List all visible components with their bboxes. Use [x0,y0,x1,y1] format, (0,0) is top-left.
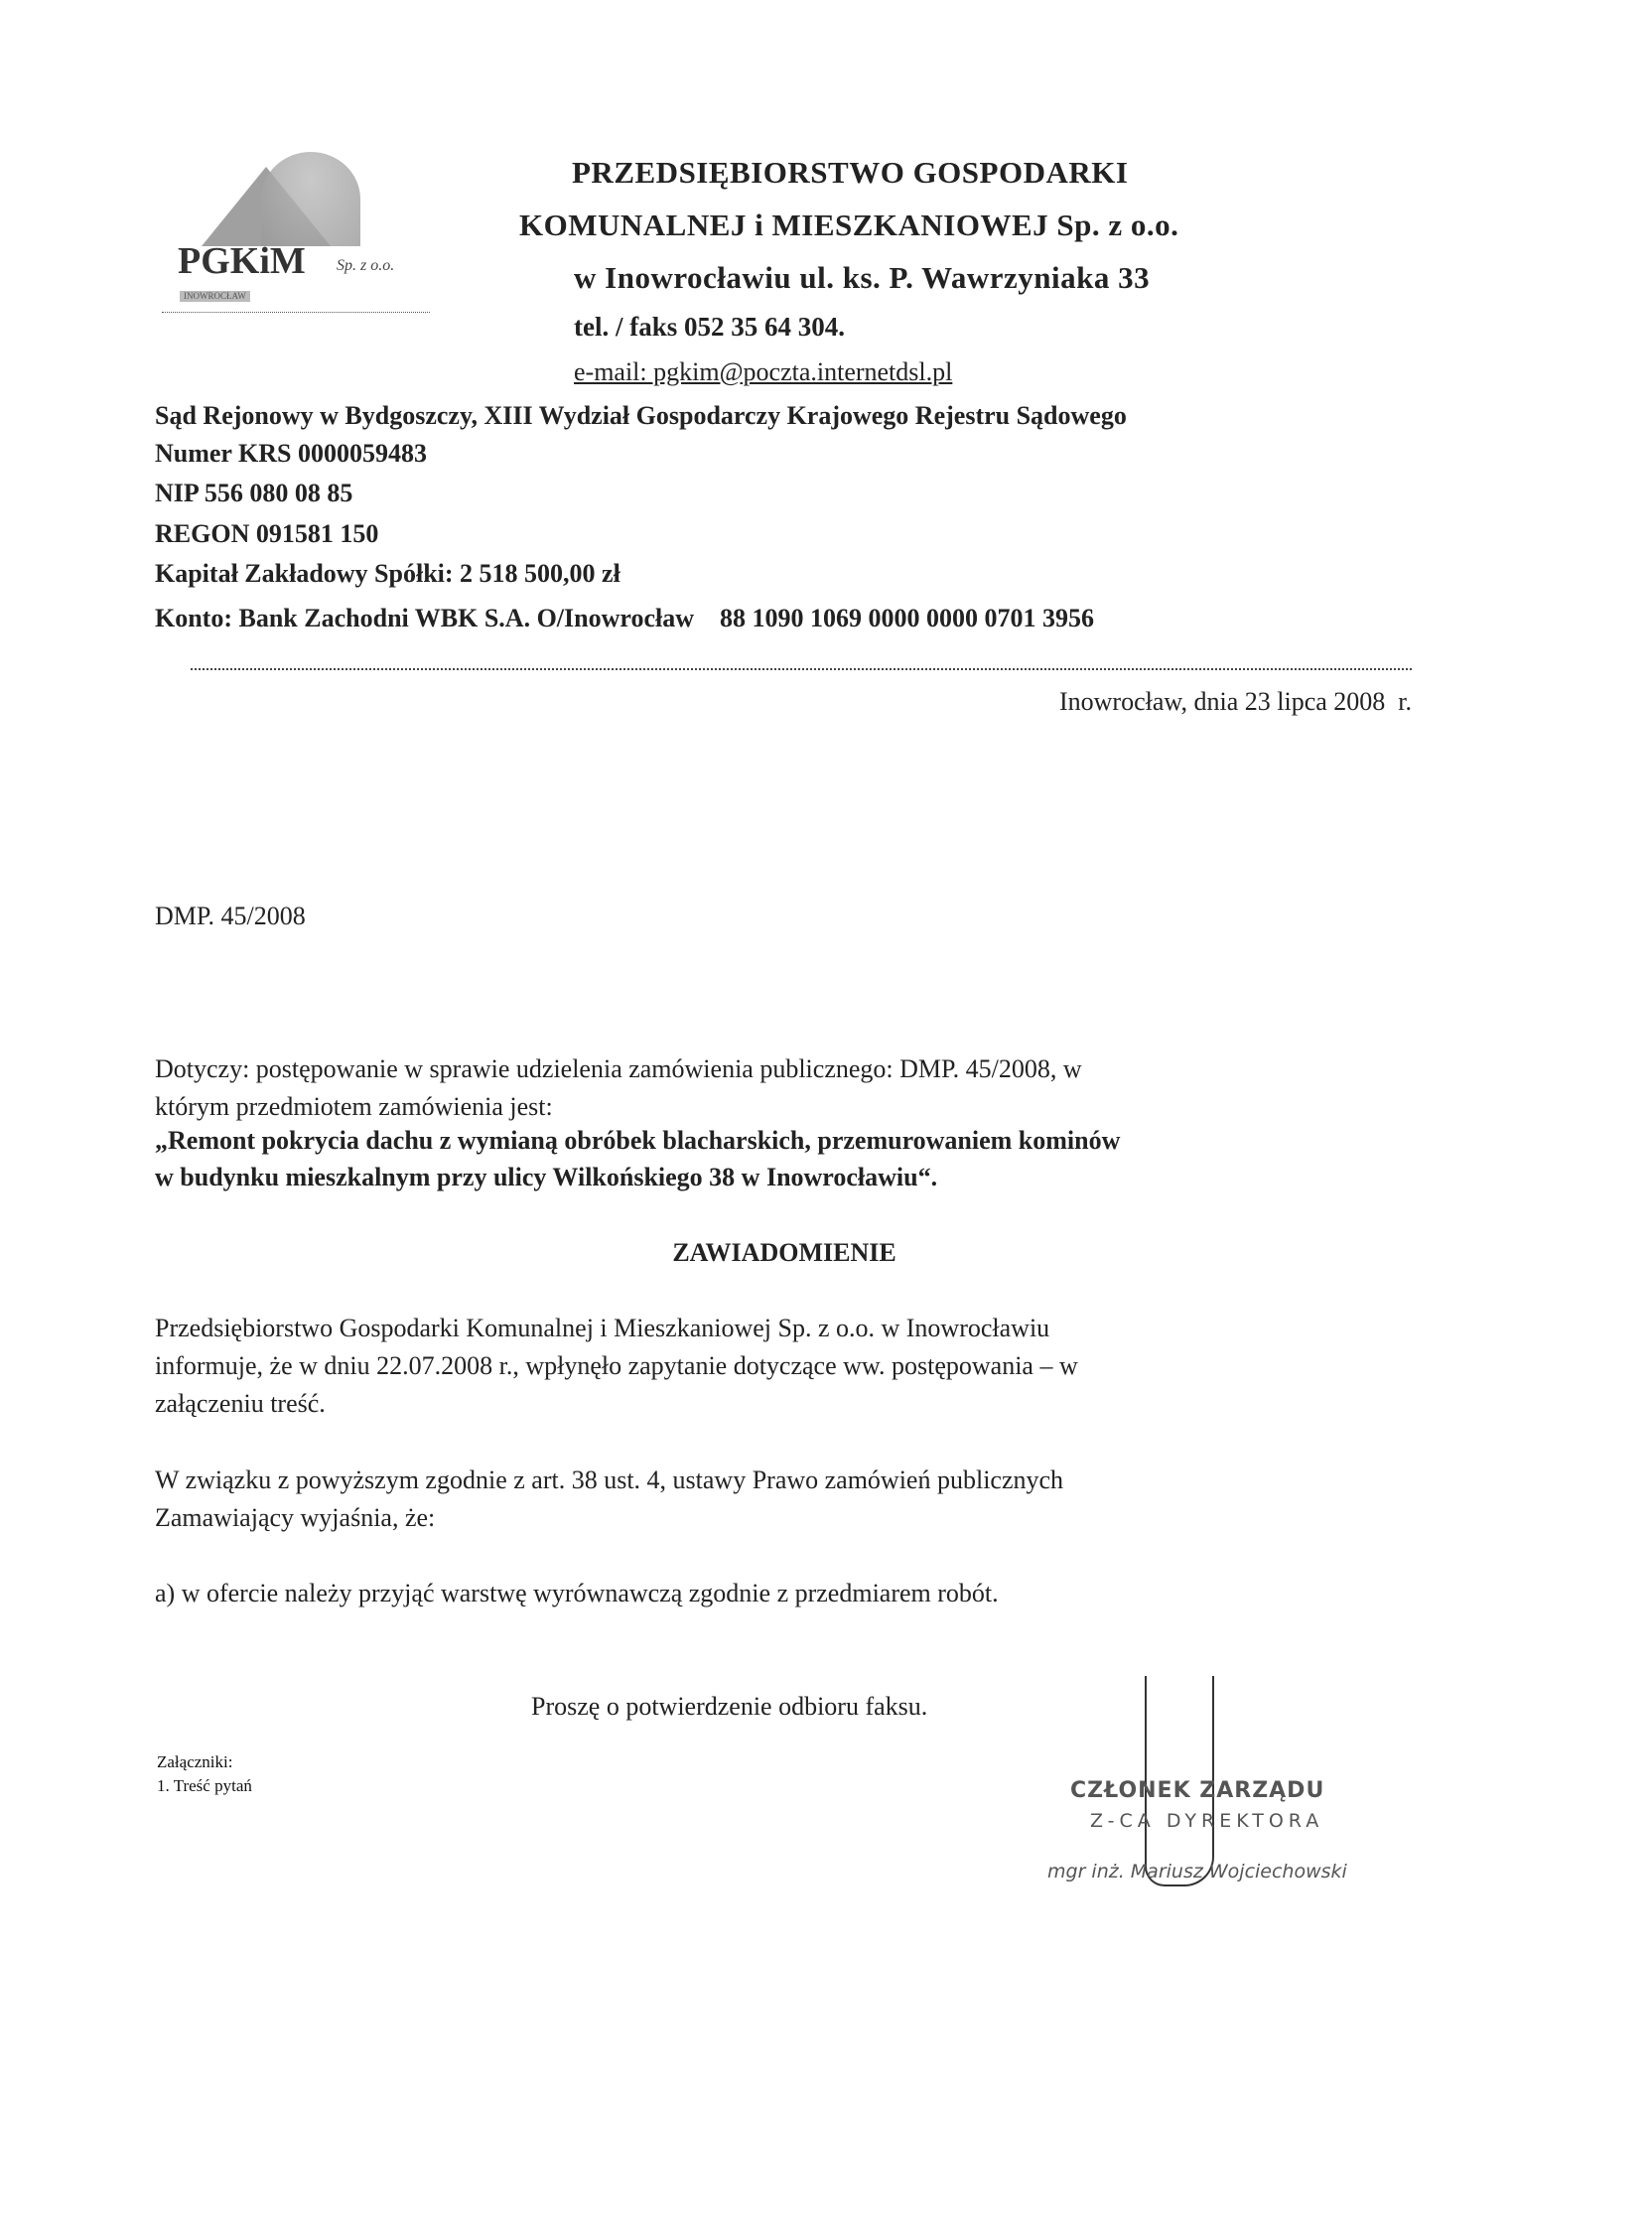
registry-regon: REGON 091581 150 [155,519,379,548]
document-date: Inowrocław, dnia 23 lipca 2008 r. [1059,687,1412,716]
company-address: w Inowrocławiu ul. ks. P. Wawrzyniaka 33 [574,260,1151,295]
registry-court: Sąd Rejonowy w Bydgoszczy, XIII Wydział Gospodarczy Krajowego Rejestru Sądowego [155,401,1127,430]
company-name-line1: PRZEDSIĘBIORSTWO GOSPODARKI [572,155,1129,190]
closing-request: Proszę o potwierdzenie odbioru faksu. [531,1692,928,1721]
registry-capital: Kapitał Zakładowy Spółki: 2 518 500,00 zł [155,559,620,588]
company-logo [162,147,430,313]
company-phone: tel. / faks 052 35 64 304. [574,312,845,342]
paragraph1-line3: załączeniu treść. [155,1389,326,1418]
attachment-item: 1. Treść pytań [157,1776,252,1795]
registry-nip: NIP 556 080 08 85 [155,479,353,507]
stamp-name: mgr inż. Mariusz Wojciechowski [1047,1861,1347,1882]
company-name-line2: KOMUNALNEJ i MIESZKANIOWEJ Sp. z o.o. [519,208,1179,242]
contract-title-line1: „Remont pokrycia dachu z wymianą obróbek blacharskich, przemurowaniem kominów [155,1126,1121,1155]
stamp-position: CZŁONEK ZARZĄDU [1070,1778,1325,1803]
logo-mountain-right [261,152,360,246]
company-email[interactable]: e-mail: pgkim@poczta.internetdsl.pl [574,357,953,386]
stamp-title: Z-CA DYREKTORA [1090,1810,1324,1832]
registry-bank-account: Konto: Bank Zachodni WBK S.A. O/Inowrocław 88 1090 1069 0000 0000 0701 3956 [155,604,1094,632]
paragraph1-line1: Przedsiębiorstwo Gospodarki Komunalnej i Mieszkaniowej Sp. z o.o. w Inowrocławiu [155,1314,1050,1342]
logo-town: INOWROCŁAW [180,291,250,302]
point-a: a) w ofercie należy przyjąć warstwę wyrównawczą zgodnie z przedmiarem robót. [155,1579,999,1607]
registry-krs: Numer KRS 0000059483 [155,439,427,468]
logo-text: PGKiM [178,240,306,282]
header-divider [191,668,1412,670]
subject-line1: Dotyczy: postępowanie w sprawie udzielenia zamówienia publicznego: DMP. 45/2008, w [155,1054,1082,1083]
notice-heading: ZAWIADOMIENIE [672,1238,896,1267]
paragraph2-line2: Zamawiający wyjaśnia, że: [155,1503,436,1532]
paragraph1-line2: informuje, że w dniu 22.07.2008 r., wpłynęło zapytanie dotyczące ww. postępowania – w [155,1351,1078,1380]
subject-line2: którym przedmiotem zamówienia jest: [155,1092,553,1121]
reference-number: DMP. 45/2008 [155,902,306,930]
contract-title-line2: w budynku mieszkalnym przy ulicy Wilkońskiego 38 w Inowrocławiu“. [155,1163,938,1191]
logo-suffix: Sp. z o.o. [337,257,395,274]
paragraph2-line1: W związku z powyższym zgodnie z art. 38 ust. 4, ustawy Prawo zamówień publicznych [155,1465,1064,1494]
attachments-label: Załączniki: [157,1752,233,1771]
